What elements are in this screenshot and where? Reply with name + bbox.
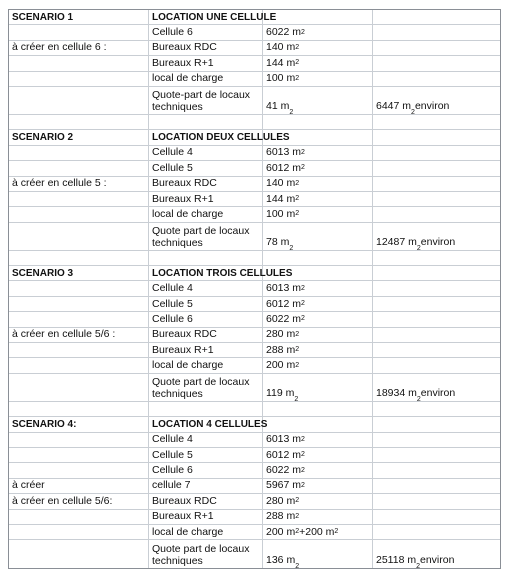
total-cell	[373, 479, 500, 493]
table-row	[9, 56, 500, 71]
area-value-cell: 144 m 2	[263, 56, 373, 70]
total-cell	[373, 494, 500, 508]
table-row	[9, 207, 500, 222]
scenario-label-cell	[9, 146, 149, 160]
table-row	[9, 130, 500, 145]
scenario-label-cell	[9, 72, 149, 86]
item-label-cell: Cellule 6	[149, 463, 263, 477]
table-row	[9, 41, 500, 56]
scenario-label-cell: SCENARIO 3	[9, 266, 149, 280]
scenario-label-cell	[9, 343, 149, 357]
total-cell	[373, 177, 500, 191]
item-label-cell: Bureaux RDC	[149, 328, 263, 342]
scenario-label-cell: SCENARIO 4:	[9, 417, 149, 431]
scenario-label-cell	[9, 510, 149, 524]
item-label-cell: Quote-part de locaux techniques	[149, 87, 263, 114]
scenario-label-cell	[9, 312, 149, 326]
table-row	[9, 161, 500, 176]
area-value-cell	[263, 130, 373, 144]
total-cell	[373, 343, 500, 357]
area-value-cell: 140 m 2	[263, 41, 373, 55]
scenario-label-cell	[9, 207, 149, 221]
item-label-cell: Cellule 6	[149, 312, 263, 326]
table-row	[9, 266, 500, 281]
scenario-label-cell: SCENARIO 1	[9, 10, 149, 24]
item-label-cell: Cellule 5	[149, 448, 263, 462]
item-label-cell: local de charge	[149, 525, 263, 539]
total-cell	[373, 146, 500, 160]
table-row	[9, 417, 500, 432]
area-value-cell: 136 m 2	[263, 540, 373, 568]
area-value-cell: 140 m 2	[263, 177, 373, 191]
scenario-label-cell	[9, 161, 149, 175]
scenario-label-cell	[9, 115, 149, 129]
total-cell	[373, 328, 500, 342]
scenario-label-cell: à créer	[9, 479, 149, 493]
total-cell	[373, 72, 500, 86]
scenario-label-cell	[9, 463, 149, 477]
scenario-label-cell	[9, 281, 149, 295]
area-value-cell	[263, 251, 373, 265]
table-row	[9, 192, 500, 207]
table-row	[9, 433, 500, 448]
scenario-label-cell	[9, 251, 149, 265]
item-label-cell	[149, 115, 263, 129]
scenario-table	[8, 9, 501, 569]
item-label-cell: Cellule 6	[149, 25, 263, 39]
item-label-cell: Quote part de locaux techniques	[149, 540, 263, 568]
item-label-cell: Bureaux RDC	[149, 177, 263, 191]
item-label-cell: Bureaux RDC	[149, 494, 263, 508]
total-cell: 12487 m 2 environ	[376, 235, 456, 252]
area-value-cell: 100 m 2	[263, 72, 373, 86]
total-cell	[373, 433, 500, 447]
scenario-label-cell: à créer en cellule 6 :	[9, 41, 149, 55]
total-cell	[373, 56, 500, 70]
scenario-label-cell	[9, 358, 149, 372]
total-cell	[373, 358, 500, 372]
scenario-label-cell	[9, 223, 149, 250]
area-value-cell: 144 m 2	[263, 192, 373, 206]
total-cell	[373, 402, 500, 416]
scenario-label-cell	[9, 25, 149, 39]
table-row	[9, 374, 500, 402]
table-row	[9, 281, 500, 296]
table-row	[9, 343, 500, 358]
table-row	[9, 328, 500, 343]
scenario-label-cell	[9, 192, 149, 206]
item-label-cell	[149, 402, 263, 416]
scenario-label-cell	[9, 297, 149, 311]
area-value-cell: 280 m 2	[263, 494, 373, 508]
total-cell	[373, 130, 500, 144]
area-value-cell	[263, 266, 373, 280]
item-label-cell: Cellule 5	[149, 161, 263, 175]
table-row	[9, 448, 500, 463]
area-value-cell	[263, 10, 373, 24]
area-value-cell: 6013 m 2	[263, 281, 373, 295]
table-row	[9, 223, 500, 251]
table-row	[9, 87, 500, 115]
item-label-cell: Cellule 5	[149, 297, 263, 311]
item-label-cell: Quote part de locaux techniques	[149, 223, 263, 250]
total-cell	[373, 312, 500, 326]
total-cell	[373, 463, 500, 477]
total-cell	[373, 417, 500, 431]
table-row	[9, 358, 500, 373]
item-label-cell: LOCATION 4 CELLULES	[149, 417, 263, 431]
total-cell	[373, 10, 500, 24]
area-value-cell: 6013 m 2	[263, 433, 373, 447]
total-cell	[373, 510, 500, 524]
scenario-label-cell	[9, 448, 149, 462]
area-value-cell: 200 m 2	[263, 358, 373, 372]
scenario-label-cell	[9, 540, 149, 568]
table-row	[9, 402, 500, 417]
area-value-cell: 200 m 2 +200 m 2	[263, 525, 373, 539]
scenario-label-cell: SCENARIO 2	[9, 130, 149, 144]
total-cell	[373, 41, 500, 55]
table-row	[9, 540, 500, 571]
item-label-cell: cellule 7	[149, 479, 263, 493]
item-label-cell: Cellule 4	[149, 146, 263, 160]
item-label-cell: local de charge	[149, 72, 263, 86]
table-row	[9, 10, 500, 25]
table-row	[9, 297, 500, 312]
area-value-cell	[263, 115, 373, 129]
item-label-cell: LOCATION UNE CELLULE	[149, 10, 263, 24]
area-value-cell: 5967 m 2	[263, 479, 373, 493]
area-value-cell	[263, 417, 373, 431]
total-cell	[373, 115, 500, 129]
item-label-cell: Cellule 4	[149, 281, 263, 295]
scenario-label-cell	[9, 374, 149, 401]
total-cell: 18934 m 2 environ	[376, 386, 456, 403]
scenario-label-cell	[9, 56, 149, 70]
total-cell	[373, 525, 500, 539]
scenario-label-cell: à créer en cellule 5 :	[9, 177, 149, 191]
table-row	[9, 25, 500, 40]
area-value-cell: 288 m 2	[263, 510, 373, 524]
scenario-label-cell	[9, 87, 149, 114]
area-value-cell: 41 m 2	[263, 87, 373, 114]
item-label-cell: Quote part de locaux techniques	[149, 374, 263, 401]
scenario-label-cell	[9, 433, 149, 447]
item-label-cell: local de charge	[149, 358, 263, 372]
table-row	[9, 251, 500, 266]
area-value-cell: 6012 m 2	[263, 161, 373, 175]
scenario-label-cell	[9, 402, 149, 416]
total-cell	[373, 25, 500, 39]
area-value-cell: 288 m 2	[263, 343, 373, 357]
total-cell	[373, 251, 500, 265]
item-label-cell: LOCATION DEUX CELLULES	[149, 130, 263, 144]
area-value-cell: 6022 m 2	[263, 312, 373, 326]
total-cell	[373, 281, 500, 295]
table-row	[9, 463, 500, 478]
total-cell: 6447 m 2 environ	[376, 99, 450, 116]
item-label-cell: Bureaux R+1	[149, 192, 263, 206]
item-label-cell: local de charge	[149, 207, 263, 221]
area-value-cell: 6022 m 2	[263, 25, 373, 39]
table-row	[9, 72, 500, 87]
table-row	[9, 146, 500, 161]
scenario-label-cell: à créer en cellule 5/6 :	[9, 328, 149, 342]
total-cell	[373, 266, 500, 280]
area-value-cell: 119 m 2	[263, 374, 373, 401]
table-row	[9, 494, 500, 509]
item-label-cell: Bureaux R+1	[149, 343, 263, 357]
area-value-cell: 6022 m 2	[263, 463, 373, 477]
item-label-cell: LOCATION TROIS CELLULES	[149, 266, 263, 280]
item-label-cell: Bureaux RDC	[149, 41, 263, 55]
area-value-cell: 78 m 2	[263, 223, 373, 250]
table-row	[9, 525, 500, 540]
area-value-cell	[263, 402, 373, 416]
table-row	[9, 115, 500, 130]
scenario-label-cell: à créer en cellule 5/6:	[9, 494, 149, 508]
total-cell	[373, 207, 500, 221]
item-label-cell: Cellule 4	[149, 433, 263, 447]
scenario-label-cell	[9, 525, 149, 539]
area-value-cell: 6012 m 2	[263, 297, 373, 311]
table-row	[9, 177, 500, 192]
total-cell	[373, 297, 500, 311]
area-value-cell: 280 m 2	[263, 328, 373, 342]
table-row	[9, 510, 500, 525]
total-cell	[373, 161, 500, 175]
area-value-cell: 6012 m 2	[263, 448, 373, 462]
total-cell	[373, 448, 500, 462]
item-label-cell: Bureaux R+1	[149, 56, 263, 70]
area-value-cell: 100 m 2	[263, 207, 373, 221]
area-value-cell: 6013 m 2	[263, 146, 373, 160]
item-label-cell	[149, 251, 263, 265]
table-row	[9, 479, 500, 494]
item-label-cell: Bureaux R+1	[149, 510, 263, 524]
total-cell	[373, 192, 500, 206]
table-row	[9, 312, 500, 327]
total-cell: 25118 m 2 environ	[376, 554, 455, 571]
